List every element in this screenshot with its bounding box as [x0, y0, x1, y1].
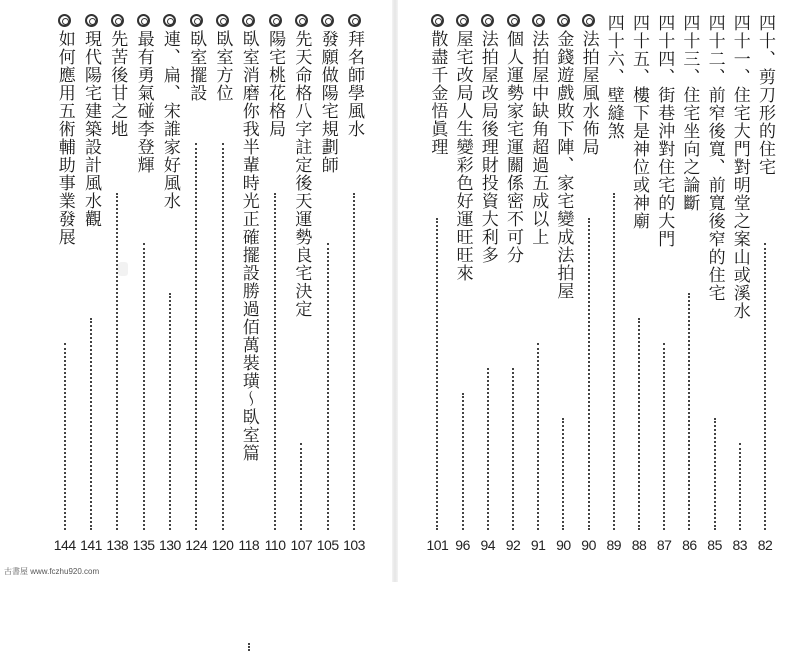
toc-entry-title: 四十二、前窄後寬、前寬後窄的住宅 — [704, 14, 725, 302]
dot-leader — [90, 318, 92, 530]
toc-entry-title: 四十六、壁縫煞 — [603, 14, 624, 140]
left-page — [0, 0, 390, 582]
toc-entry[interactable] — [728, 14, 752, 574]
toc-page-number: 83 — [732, 537, 748, 553]
dot-leader — [739, 443, 741, 530]
toc-page-number: 90 — [556, 537, 571, 553]
bullet-circle-icon — [431, 14, 444, 27]
toc-entry-title: 個人運勢家宅運關係密不可分 — [501, 14, 525, 264]
dot-leader — [169, 293, 171, 530]
dot-leader — [353, 193, 355, 530]
toc-page-number: 96 — [455, 537, 470, 553]
toc-entry[interactable] — [753, 14, 777, 574]
toc-page-number: 94 — [480, 537, 496, 553]
dot-leader — [248, 643, 250, 651]
bullet-circle-icon — [348, 14, 361, 27]
dot-leader — [327, 243, 329, 530]
toc-page-number: 92 — [505, 537, 521, 553]
toc-entry-title: 金錢遊戲敗下陣、家宅變成法拍屋 — [551, 14, 575, 300]
toc-entry[interactable] — [425, 14, 449, 574]
dot-leader — [222, 143, 224, 530]
toc-entry-title: 發願做陽宅規劃師 — [316, 14, 340, 174]
bullet-circle-icon — [163, 14, 176, 27]
dot-leader — [562, 418, 564, 530]
bullet-circle-icon — [58, 14, 71, 27]
toc-page-number: 118 — [238, 537, 260, 553]
footer-site: 古書屋 www.fczhu920.com — [4, 567, 100, 576]
toc-entry[interactable] — [132, 14, 156, 574]
toc-page-number: 82 — [757, 537, 773, 553]
toc-page-number: 130 — [158, 537, 181, 553]
toc-entry[interactable] — [602, 14, 626, 574]
toc-page-number: 124 — [185, 537, 208, 553]
bullet-circle-icon — [295, 14, 308, 27]
toc-entry-title: 四十三、住宅坐向之論斷 — [679, 14, 700, 212]
toc-entry[interactable] — [53, 14, 77, 574]
toc-entry[interactable] — [263, 14, 287, 574]
toc-entry-title: 法拍屋改局後理財投資大利多 — [476, 14, 500, 264]
dot-leader — [462, 393, 464, 530]
bullet-circle-icon — [582, 14, 595, 27]
toc-page-number: 87 — [656, 537, 672, 553]
bullet-circle-icon — [456, 14, 469, 27]
dot-leader — [663, 343, 665, 530]
toc-page-number: 144 — [53, 537, 76, 553]
toc-entry[interactable] — [79, 14, 103, 574]
toc-entry-title: 現代陽宅建築設計風水觀 — [79, 14, 103, 228]
toc-entry-title: 臥室消磨你我半輩時光正確擺設勝過佰萬裝璜～臥室篇 — [237, 14, 261, 462]
toc-entry-title: 四十四、街巷沖對住宅的大門 — [654, 14, 675, 248]
dot-leader — [436, 218, 438, 530]
bullet-circle-icon — [557, 14, 570, 27]
toc-entry[interactable] — [289, 14, 313, 574]
dot-leader — [64, 343, 66, 530]
toc-entry-title: 四十五、樓下是神位或神廟 — [629, 14, 649, 230]
toc-entry[interactable] — [652, 14, 676, 574]
dot-leader — [613, 193, 615, 530]
toc-entry-title: 四十、剪刀形的住宅 — [755, 14, 775, 176]
right-page — [400, 0, 793, 582]
toc-entry-title: 法拍屋中缺角超過五成以上 — [526, 14, 550, 246]
toc-entry[interactable] — [237, 14, 261, 574]
dot-leader — [116, 193, 118, 530]
toc-entry[interactable] — [105, 14, 129, 574]
toc-entry[interactable] — [627, 14, 651, 574]
bullet-circle-icon — [532, 14, 545, 27]
toc-entry[interactable] — [184, 14, 208, 574]
bullet-circle-icon — [85, 14, 98, 27]
toc-page-number: 135 — [132, 537, 155, 553]
toc-entry-title: 先苦後甘之地 — [105, 14, 129, 138]
dot-leader — [195, 143, 197, 530]
toc-page-number: 88 — [631, 537, 647, 553]
dot-leader — [512, 368, 514, 530]
toc-entry[interactable] — [211, 14, 235, 574]
toc-entry-title: 散盡千金悟眞理 — [425, 14, 449, 156]
toc-entry-title: 陽宅桃花格局 — [263, 14, 287, 138]
bullet-circle-icon — [507, 14, 520, 27]
toc-entry-title: 法拍屋風水佈局 — [577, 14, 601, 156]
bullet-circle-icon — [242, 14, 255, 27]
dot-leader — [300, 443, 302, 530]
book-gutter — [392, 0, 398, 582]
toc-page-number: 138 — [106, 537, 129, 553]
bullet-circle-icon — [137, 14, 150, 27]
toc-page-number: 103 — [343, 537, 365, 553]
toc-page-number: 85 — [707, 537, 722, 553]
bullet-circle-icon — [190, 14, 203, 27]
dot-leader — [143, 243, 145, 530]
toc-page-number: 141 — [80, 537, 102, 553]
toc-entry-title: 如何應用五術輔助事業發展 — [53, 14, 77, 246]
bullet-circle-icon — [481, 14, 494, 27]
toc-entry[interactable] — [158, 14, 182, 574]
bullet-circle-icon — [321, 14, 334, 27]
toc-page-number: 110 — [264, 537, 286, 553]
dot-leader — [714, 418, 716, 530]
dot-leader — [537, 343, 539, 530]
toc-entry-title: 先天命格八字註定後天運勢良宅決定 — [289, 14, 313, 318]
toc-page-number: 107 — [290, 537, 313, 553]
toc-page-number: 120 — [211, 537, 234, 553]
toc-page-number: 90 — [581, 537, 596, 553]
toc-entry[interactable] — [551, 14, 575, 574]
toc-entry-title: 臥室擺設 — [184, 14, 208, 102]
toc-entry[interactable] — [526, 14, 550, 574]
toc-entry-title: 臥室方位 — [211, 14, 235, 102]
toc-page-number: 105 — [316, 537, 339, 553]
bullet-circle-icon — [111, 14, 124, 27]
dot-leader — [688, 293, 690, 530]
toc-entry[interactable] — [703, 14, 727, 574]
toc-entry-title: 四十一、住宅大門對明堂之案山或溪水 — [729, 14, 750, 320]
toc-entry-title: 最有勇氣碰李登輝 — [132, 14, 156, 174]
toc-entry[interactable] — [476, 14, 500, 574]
toc-entry-title: 連、扁、宋誰家好風水 — [158, 14, 182, 210]
toc-entry[interactable] — [501, 14, 525, 574]
dot-leader — [588, 218, 590, 530]
dot-leader — [638, 318, 640, 530]
toc-entry-title: 屋宅改局人生變彩色好運旺旺來 — [451, 14, 475, 282]
toc-page-number: 86 — [682, 537, 697, 553]
dot-leader — [764, 243, 766, 530]
toc-page-number: 101 — [426, 537, 449, 553]
toc-entry[interactable] — [677, 14, 701, 574]
toc-entry[interactable] — [451, 14, 475, 574]
dot-leader — [274, 193, 276, 530]
print-smudge — [118, 262, 128, 276]
bullet-circle-icon — [269, 14, 282, 27]
toc-page-number: 91 — [530, 537, 546, 553]
toc-page-number: 89 — [606, 537, 622, 553]
bullet-circle-icon — [216, 14, 229, 27]
toc-entry[interactable] — [577, 14, 601, 574]
toc-entry-title: 拜名師學風水 — [342, 14, 366, 138]
dot-leader — [487, 368, 489, 530]
toc-entry[interactable] — [316, 14, 340, 574]
toc-entry[interactable] — [342, 14, 366, 574]
